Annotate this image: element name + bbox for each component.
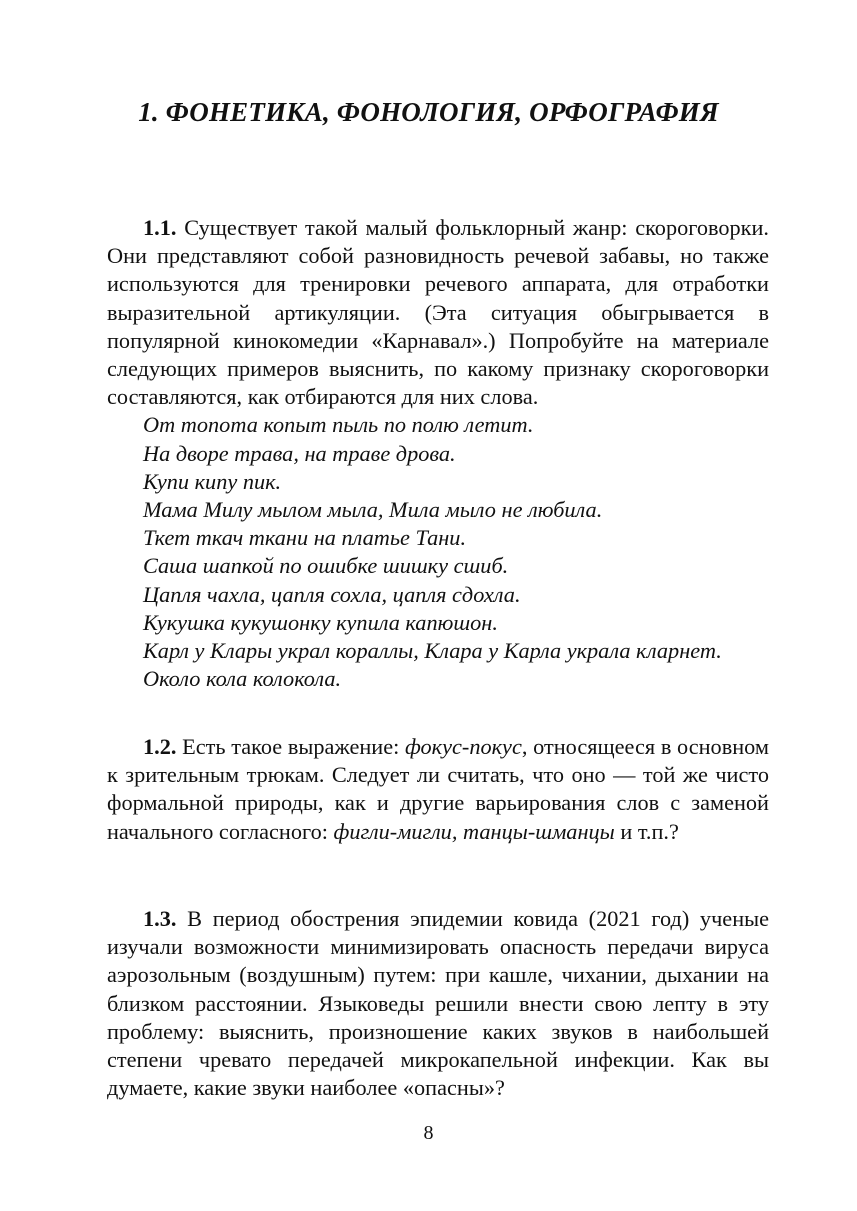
problem-number: 1.2. xyxy=(143,734,177,759)
problem-1-1 xyxy=(107,214,769,693)
problem-text: , относящееся в основном к зрительным трюкам. Следует ли считать, что оно — той же чисто формальной природы, как и другие варьирования слов с заменой начального согласного: xyxy=(107,734,769,844)
tongue-twister: Ткет ткач ткани на платье Тани. xyxy=(143,525,467,551)
tongue-twister: Мама Милу мылом мыла, Мила мыло не любила. xyxy=(143,497,603,523)
tongue-twister: Цапля чахла, цапля сохла, цапля сдохла. xyxy=(143,581,521,607)
tongue-twister-list xyxy=(107,411,769,693)
problem-text: Есть такое выражение: xyxy=(182,734,405,759)
problem-1-3 xyxy=(107,905,769,1102)
tongue-twister: Около кола колокола. xyxy=(143,666,342,692)
problem-text: Существует такой малый фольклорный жанр: скороговорки. Они представляют собой разновидность речевой забавы, но также используются для тренировки речевого аппарата, для отработки выразительной артикуляции. (Эта ситуация обыгрывается в популярной кинокомедии «Карнавал».) Попробуйте на материале следующих примеров выяснить, по какому признаку скороговорки составляются, как отбираются для них слова. xyxy=(107,215,770,410)
tongue-twister: От топота копыт пыль по полю летит. xyxy=(143,412,534,438)
inline-examples: фигли-мигли, танцы-шманцы xyxy=(333,818,615,844)
term-focus-pocus: фокус-покус xyxy=(405,734,522,759)
problem-1-3-statement xyxy=(107,905,769,1102)
problem-text: В период обострения эпидемии ковида (2021 год) ученые изучали возможности минимизировать опасность передачи вируса аэрозольным (воздушным) путем: при кашле, чихании, дыхании на близком расстоянии. Языковеды решили внести свою лепту в эту проблему: выяснить, произношение каких звуков в наибольшей степени чревато передачей микрокапельной инфекции. Как вы думаете, какие звуки наиболее «опасны»? xyxy=(107,906,769,1101)
tongue-twister: На дворе трава, на траве дрова. xyxy=(143,440,456,466)
tongue-twister: Карл у Клары украл кораллы, Клара у Карла украла кларнет. xyxy=(143,638,722,664)
problem-1-2-statement xyxy=(107,733,769,846)
tongue-twister: Саша шапкой по ошибке шишку сшиб. xyxy=(143,553,509,579)
chapter-title: 1. ФОНЕТИКА, ФОНОЛОГИЯ, ОРФОГРАФИЯ xyxy=(138,97,719,127)
tongue-twister: Кукушка кукушонку купила капюшон. xyxy=(143,609,498,635)
problem-number: 1.1. xyxy=(143,215,177,240)
page-number: 8 xyxy=(423,1122,434,1144)
problem-1-2 xyxy=(107,733,769,846)
problem-number: 1.3. xyxy=(143,906,177,931)
problem-1-1-statement xyxy=(107,214,769,411)
problem-text: и т.п.? xyxy=(614,818,679,844)
tongue-twister: Купи кипу пик. xyxy=(143,468,282,494)
